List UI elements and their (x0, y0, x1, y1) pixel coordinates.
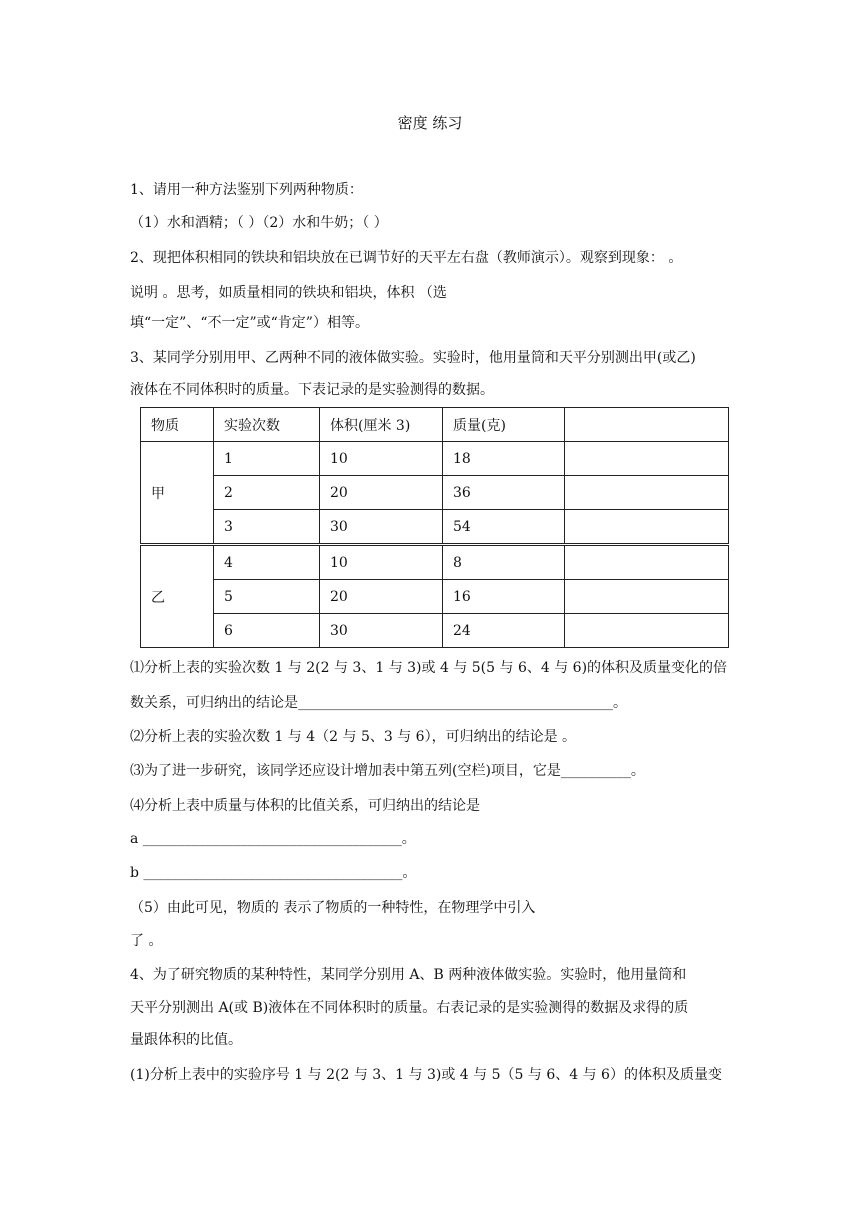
substance-cell: 甲 (141, 442, 214, 545)
volume-cell: 30 (320, 510, 443, 545)
table-row (141, 614, 729, 648)
table-header-row (141, 408, 729, 442)
trial-cell: 1 (214, 442, 320, 476)
volume-cell: 10 (320, 442, 443, 476)
mass-cell: 24 (443, 614, 565, 648)
mass-cell: 54 (443, 510, 565, 545)
trial-cell: 5 (214, 580, 320, 614)
q2-line3: 填“一定”、“不一定”或“肯定”）相等。 (130, 315, 369, 331)
header-mass: 质量(克) (443, 408, 565, 442)
volume-cell: 20 (320, 580, 443, 614)
header-volume: 体积(厘米 3) (320, 408, 443, 442)
analysis-4: ⑷分析上表中质量与体积的比值关系，可归纳出的结论是 (130, 798, 480, 814)
table-row (141, 476, 729, 510)
trial-cell: 3 (214, 510, 320, 545)
substance-cell: 乙 (141, 545, 214, 648)
analysis-5-line2: 了 。 (130, 933, 163, 949)
mass-cell: 36 (443, 476, 565, 510)
trial-cell: 6 (214, 614, 320, 648)
blank-cell (565, 442, 729, 476)
blank-cell (565, 614, 729, 648)
q1-prompt: 1、请用一种方法鉴别下列两种物质： (130, 182, 363, 198)
analysis-5-line1: （5）由此可见，物质的 表示了物质的一种特性，在物理学中引入 (130, 900, 536, 916)
volume-cell: 20 (320, 476, 443, 510)
blank-cell (565, 510, 729, 545)
q3-line1: 3、某同学分别用甲、乙两种不同的液体做实验。实验时，他用量筒和天平分别测出甲(或乙) (130, 350, 696, 366)
analysis-4a: a _____________________________________。 (130, 831, 416, 847)
blank-cell (565, 476, 729, 510)
q2-line1: 2、现把体积相同的铁块和铝块放在已调节好的天平左右盘（教师演示）。观察到现象： 。 (130, 250, 683, 266)
trial-cell: 4 (214, 545, 320, 580)
header-blank (565, 408, 729, 442)
table-row (141, 580, 729, 614)
q4-line2: 天平分别测出 A(或 B)液体在不同体积时的质量。右表记录的是实验测得的数据及求得的质 (130, 1000, 689, 1016)
blank-cell (565, 545, 729, 580)
volume-cell: 30 (320, 614, 443, 648)
header-trial: 实验次数 (214, 408, 320, 442)
page-title: 密度 练习 (397, 114, 463, 132)
header-substance: 物质 (141, 408, 214, 442)
analysis-2: ⑵分析上表的实验次数 1 与 4（2 与 5、3 与 6），可归纳出的结论是 。 (130, 729, 577, 745)
q4-line3: 量跟体积的比值。 (130, 1032, 242, 1048)
analysis-1-line2: 数关系，可归纳出的结论是_____________________________________________。 (130, 695, 627, 711)
trial-cell: 2 (214, 476, 320, 510)
q2-line2: 说明 。思考，如质量相同的铁块和铝块，体积 （选 (130, 285, 447, 301)
analysis-4b: b _____________________________________。 (130, 865, 417, 881)
mass-cell: 18 (443, 442, 565, 476)
blank-cell (565, 580, 729, 614)
mass-cell: 16 (443, 580, 565, 614)
mass-cell: 8 (443, 545, 565, 580)
q3-line2: 液体在不同体积时的质量。下表记录的是实验测得的数据。 (130, 382, 494, 398)
table-row (141, 545, 729, 580)
table-row (141, 442, 729, 476)
analysis-1-line1: ⑴分析上表的实验次数 1 与 2(2 与 3、1 与 3)或 4 与 5(5 与 6、4 与 6)的体积及质量变化的倍 (130, 660, 728, 676)
q4-line4: (1)分析上表中的实验序号 1 与 2(2 与 3、1 与 3)或 4 与 5（5 与 6、4 与 6）的体积及质量变 (130, 1067, 722, 1083)
q4-line1: 4、为了研究物质的某种特性，某同学分别用 A、B 两种液体做实验。实验时，他用量筒和 (130, 967, 687, 983)
q1-parts: （1）水和酒精；（ ）（2）水和牛奶；（ ） (130, 215, 388, 231)
volume-cell: 10 (320, 545, 443, 580)
data-table (140, 407, 729, 648)
table-row (141, 510, 729, 545)
analysis-3: ⑶为了进一步研究，该同学还应设计增加表中第五列(空栏)项目，它是__________。 (130, 763, 645, 779)
